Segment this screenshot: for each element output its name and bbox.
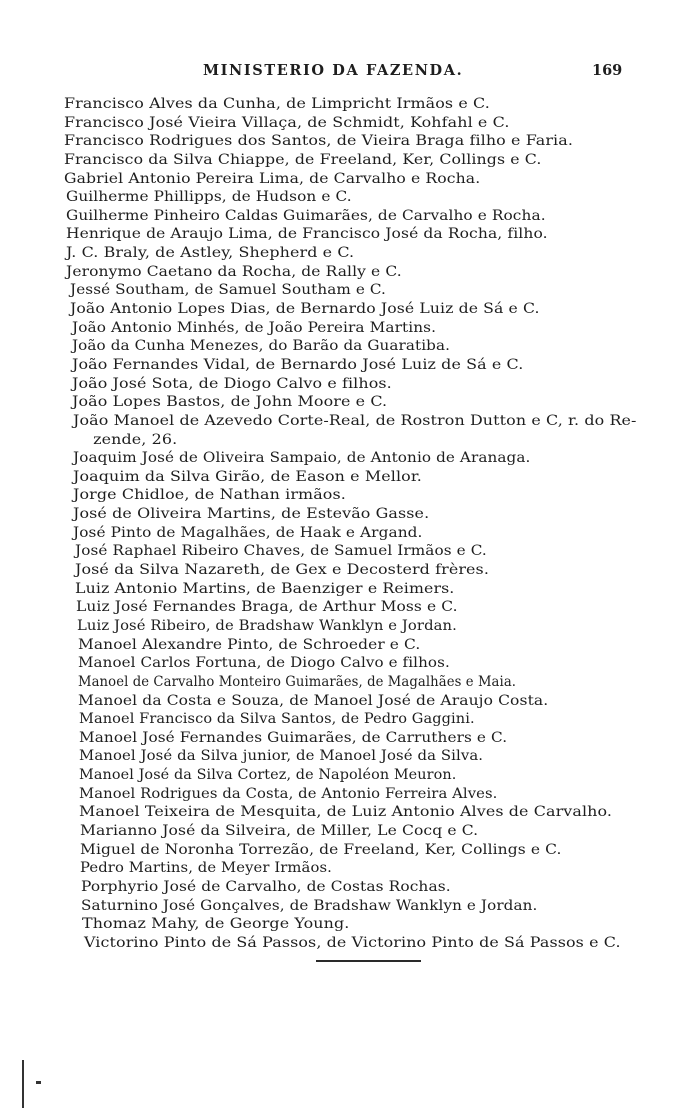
entry-text: Miguel de Noronha Torrezão, de Freeland, Ker, Collings e C. [80,841,562,858]
entry-text: Marianno José da Silveira, de Miller, Le Cocq e C. [80,823,479,839]
list-item [0,542,693,561]
list-item [0,132,693,151]
list-item [0,710,693,729]
list-item [0,729,693,748]
entry-text: José de Oliveira Martins, de Estevão Gasse. [73,506,430,523]
list-item [0,505,693,524]
entry-text: João da Cunha Menezes, do Barão da Guaratiba. [72,338,451,355]
list-item [0,747,693,766]
list-item [0,803,693,822]
list-item [0,170,693,189]
list-item [0,114,693,133]
entry-text: José Raphael Ribeiro Chaves, de Samuel Irmãos e C. [75,543,487,560]
entry-text: Manoel de Carvalho Monteiro Guimarães, de Magalhães e Maia. [78,673,517,690]
list-item [0,225,693,244]
entry-text: João José Sota, de Diogo Calvo e filhos. [72,375,392,392]
list-item [0,393,693,412]
entry-text: João Fernandes Vidal, de Bernardo José Luiz de Sá e C. [72,356,524,373]
entry-list [0,95,693,952]
margin-mark [22,1060,24,1108]
entry-text: Manoel José da Silva junior, de Manoel José da Silva. [79,748,484,765]
entry-text: Manoel da Costa e Souza, de Manoel José de Araujo Costa. [78,692,549,709]
list-item [0,356,693,375]
list-item [0,468,693,487]
list-item [0,300,693,319]
margin-dot [36,1081,41,1084]
list-item [0,654,693,673]
list-item [0,207,693,226]
list-item [0,897,693,916]
entry-text: Luiz Antonio Martins, de Baenziger e Reimers. [75,580,455,597]
entry-text: Francisco da Silva Chiappe, de Freeland, Ker, Collings e C. [64,151,542,168]
list-item [0,337,693,356]
entry-text: Saturnino José Gonçalves, de Bradshaw Wanklyn e Jordan. [81,897,538,914]
end-rule [316,960,421,962]
list-item [0,449,693,468]
list-item [0,673,693,692]
entry-text: Joaquim José de Oliveira Sampaio, de Antonio de Aranaga. [73,450,531,467]
entry-text: Thomaz Mahy, de George Young. [82,916,350,933]
entry-text: J. C. Braly, de Astley, Shepherd e C. [66,245,355,262]
entry-text: Pedro Martins, de Meyer Irmãos. [80,860,332,877]
entry-text: João Antonio Minhés, de João Pereira Martins. [72,319,437,336]
entry-text: Guilherme Pinheiro Caldas Guimarães, de Carvalho e Rocha. [66,207,546,224]
entry-text: Henrique de Araujo Lima, de Francisco José da Rocha, filho. [66,226,548,243]
list-item [0,188,693,207]
list-item [0,244,693,263]
list-item [0,412,693,449]
entry-text: Jessé Southam, de Samuel Southam e C. [70,282,386,299]
entry-text: Manoel Alexandre Pinto, de Schroeder e C. [78,636,421,653]
list-item [0,841,693,860]
list-item [0,934,693,953]
list-item [0,785,693,804]
list-item [0,692,693,711]
list-item [0,561,693,580]
running-title: MINISTERIO DA FAZENDA. [203,62,464,79]
entry-text: Manoel José da Silva Cortez, de Napoléon Meuron. [79,767,457,784]
list-item [0,319,693,338]
list-item [0,375,693,394]
entry-text: Luiz José Ribeiro, de Bradshaw Wanklyn e Jordan. [77,617,457,634]
list-item [0,617,693,636]
list-item [0,766,693,785]
list-item [0,598,693,617]
entry-text: Francisco Alves da Cunha, de Limpricht Irmãos e C. [64,96,490,112]
entry-text: Manoel Teixeira de Mesquita, de Luiz Antonio Alves de Carvalho. [79,804,613,821]
entry-text: Jorge Chidloe, de Nathan irmãos. [73,487,346,504]
entry-text: João Antonio Lopes Dias, de Bernardo José Luiz de Sá e C. [70,301,540,318]
entry-text: Joaquim da Silva Girão, de Eason e Mellor. [73,468,422,485]
list-item [0,486,693,505]
entry-text: Francisco José Vieira Villaça, de Schmidt, Kohfahl e C. [64,114,510,131]
entry-text: Porphyrio José de Carvalho, de Costas Rochas. [81,878,451,895]
entry-text: Gabriel Antonio Pereira Lima, de Carvalho e Rocha. [64,170,481,187]
list-item [0,263,693,282]
entry-text: Manoel Rodrigues da Costa, de Antonio Ferreira Alves. [79,785,498,802]
list-item [0,95,693,114]
page-number: 169 [592,62,623,79]
list-item [0,524,693,543]
list-item [0,859,693,878]
list-item [0,915,693,934]
entry-continuation: zende, 26. [93,431,178,448]
list-item [0,822,693,841]
entry-text: Manoel Carlos Fortuna, de Diogo Calvo e filhos. [78,655,450,672]
page-header [0,62,693,86]
entry-text: Guilherme Phillipps, de Hudson e C. [66,189,352,206]
list-item [0,580,693,599]
entry-text: Francisco Rodrigues dos Santos, de Vieira Braga filho e Faria. [64,133,574,150]
entry-text: Manoel Francisco da Silva Santos, de Pedro Gaggini. [79,711,475,728]
entry-text: José da Silva Nazareth, de Gex e Decosterd frères. [75,562,489,579]
list-item [0,636,693,655]
entry-text: Jeronymo Caetano da Rocha, de Rally e C. [66,263,402,280]
entry-text: José Pinto de Magalhães, de Haak e Argand. [73,524,423,541]
entry-text: Luiz José Fernandes Braga, de Arthur Moss e C. [76,599,458,616]
list-item [0,878,693,897]
list-item [0,151,693,170]
list-item [0,281,693,300]
entry-text: Manoel José Fernandes Guimarães, de Carruthers e C. [79,729,508,746]
entry-text: Victorino Pinto de Sá Passos, de Victorino Pinto de Sá Passos e C. [84,934,621,951]
entry-text: João Manoel de Azevedo Corte-Real, de Rostron Dutton e C, r. do Re- [73,412,637,429]
entry-text: João Lopes Bastos, de John Moore e C. [72,394,388,411]
